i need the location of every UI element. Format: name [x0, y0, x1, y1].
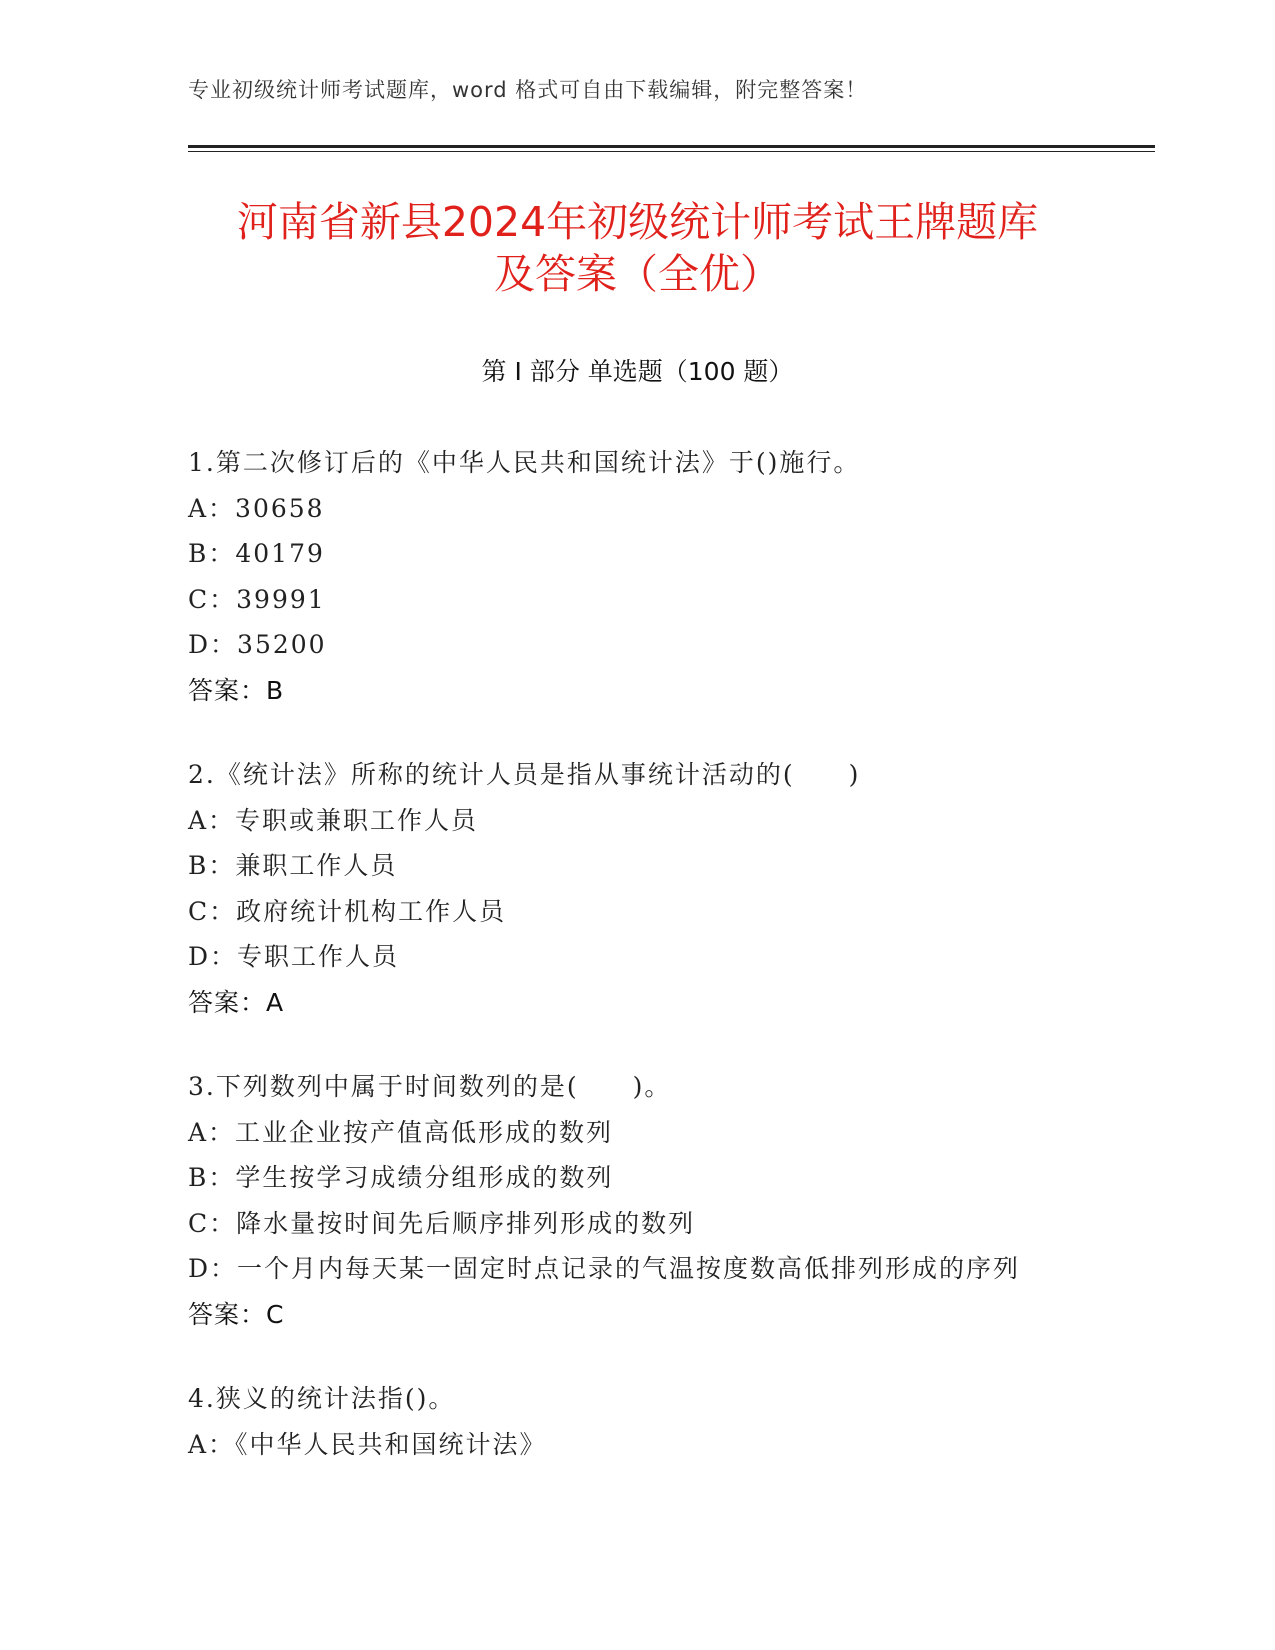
option-c: C：39991	[188, 584, 326, 614]
header-rule-thin	[188, 151, 1155, 152]
option-b: B：兼职工作人员	[188, 851, 398, 880]
option-c: C：政府统计机构工作人员	[188, 896, 507, 926]
answer: 答案：A	[188, 987, 285, 1017]
document-title-line-1: 河南省新县2024年初级统计师考试王牌题库	[236, 198, 1039, 246]
question-stem: 1.第二次修订后的《中华人民共和国统计法》于()施行。	[188, 448, 861, 477]
header-rule-thick	[188, 145, 1155, 148]
question-list	[188, 440, 1148, 1506]
option-a: A：《中华人民共和国统计法》	[188, 1429, 547, 1459]
question-4	[188, 1376, 1148, 1467]
option-b: B：40179	[188, 539, 325, 568]
page-header-note: 专业初级统计师考试题库，word 格式可自由下载编辑，附完整答案！	[188, 78, 868, 102]
question-3	[188, 1064, 1148, 1337]
option-a: A：工业企业按产值高低形成的数列	[188, 1117, 614, 1147]
question-stem: 3.下列数列中属于时间数列的是( )。	[188, 1072, 672, 1101]
option-d: D：一个月内每天某一固定时点记录的气温按度数高低排列形成的序列	[188, 1254, 1021, 1283]
question-2	[188, 752, 1148, 1025]
option-d: D：35200	[188, 630, 327, 659]
question-1	[188, 440, 1148, 713]
question-stem: 4.狭义的统计法指()。	[188, 1384, 456, 1413]
answer: 答案：B	[188, 675, 285, 705]
option-b: B：学生按学习成绩分组形成的数列	[188, 1163, 614, 1192]
option-a: A：专职或兼职工作人员	[188, 805, 479, 835]
option-a: A：30658	[188, 493, 325, 523]
answer: 答案：C	[188, 1299, 285, 1329]
option-d: D：专职工作人员	[188, 942, 400, 971]
document-title-line-2: 及答案（全优）	[494, 250, 781, 298]
option-c: C：降水量按时间先后顺序排列形成的数列	[188, 1208, 696, 1238]
section-title: 第 I 部分 单选题（100 题）	[481, 357, 794, 386]
document-title	[140, 196, 1135, 300]
question-stem: 2.《统计法》所称的统计人员是指从事统计活动的( )	[188, 760, 861, 789]
